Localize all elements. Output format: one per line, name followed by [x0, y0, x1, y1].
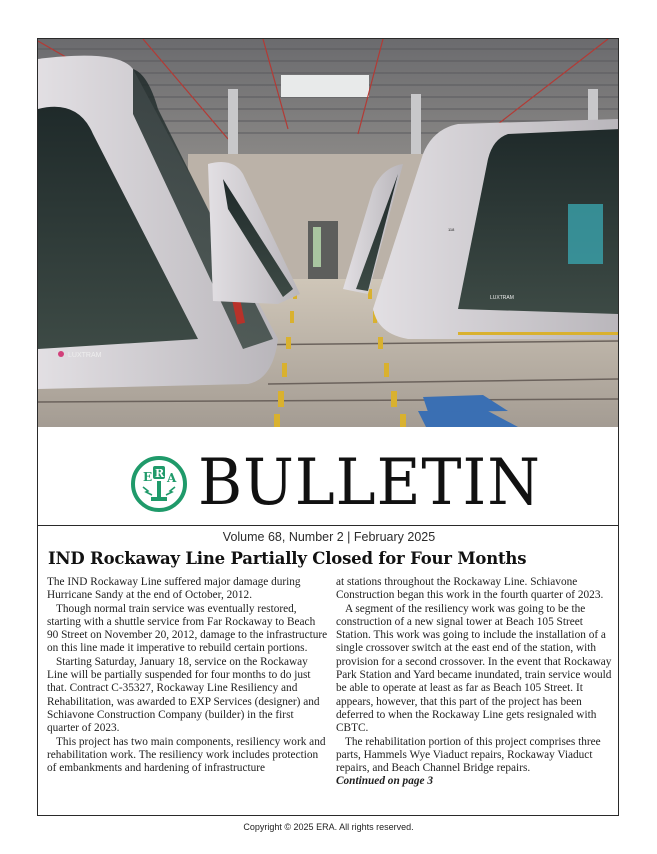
article-body [47, 576, 617, 789]
svg-text:LUXTRAM: LUXTRAM [68, 352, 102, 359]
paragraph: Starting Saturday, January 18, service on the Rockaway Line will be partially suspended for four months to do just that. Contract C-35327, Rockaway Line Resiliency and Rehabilitation, was awarded to EXP Services (designer) and Schiavone Construction Company (builder) in the first quarter of 2023. [47, 655, 320, 735]
svg-text:A: A [167, 471, 177, 485]
publication-title: BULLETIN [198, 446, 541, 520]
copyright-notice: Copyright © 2025 ERA. All rights reserved. [243, 822, 414, 832]
era-logo-icon [130, 455, 188, 513]
svg-text:E: E [143, 470, 153, 484]
masthead [38, 427, 619, 526]
svg-text:R: R [155, 467, 165, 480]
continued-link[interactable]: Continued on page 3 [336, 775, 433, 788]
svg-text:118: 118 [448, 227, 455, 232]
article-column-2 [336, 576, 617, 789]
article-headline: IND Rockaway Line Partially Closed for Four Months [48, 549, 527, 568]
paragraph: The IND Rockaway Line suffered major damage during Hurricane Sandy at the end of October, 2012. [47, 576, 301, 602]
issue-info: Volume 68, Number 2 | February 2025 [222, 530, 436, 544]
paragraph: This project has two main components, resiliency work and rehabilitation work. The resiliency work includes protection of embankments and hardening of infrastructure [47, 735, 326, 775]
paragraph: A segment of the resiliency work was going to be the construction of a new signal tower at Beach 105 Street Station. This work was going to include the installation of a single crossover switch at the east end of the station, with provision for a second crossover. In the event that Rockaway Park Station and Yard became inundated, train service would be able to operate at least as far as Beach 105 Street. It appears, however, that this part of the project has been deferred to when the Rockaway Line gets resignaled with CBTC. [336, 602, 612, 735]
svg-text:LUXTRAM: LUXTRAM [490, 295, 514, 301]
masthead-divider [38, 525, 619, 526]
paragraph: Though normal train service was eventually restored, starting with a shuttle service from Far Rockaway to Beach 90 Street on November 20, 2012, damage to the infrastructure on this line made it imperative to rebuild certain portions. [47, 602, 328, 655]
cover-photo [38, 39, 619, 427]
bulletin-page [37, 38, 619, 816]
paragraph: at stations throughout the Rockaway Line. Schiavone Construction began this work in the fourth quarter of 2023. [336, 576, 604, 602]
paragraph: The rehabilitation portion of this project comprises three parts, Hammels Wye Viaduct repairs, Rockaway Viaduct repairs, and Beach Channel Bridge repairs. [336, 735, 601, 775]
article-column-1 [47, 576, 328, 789]
